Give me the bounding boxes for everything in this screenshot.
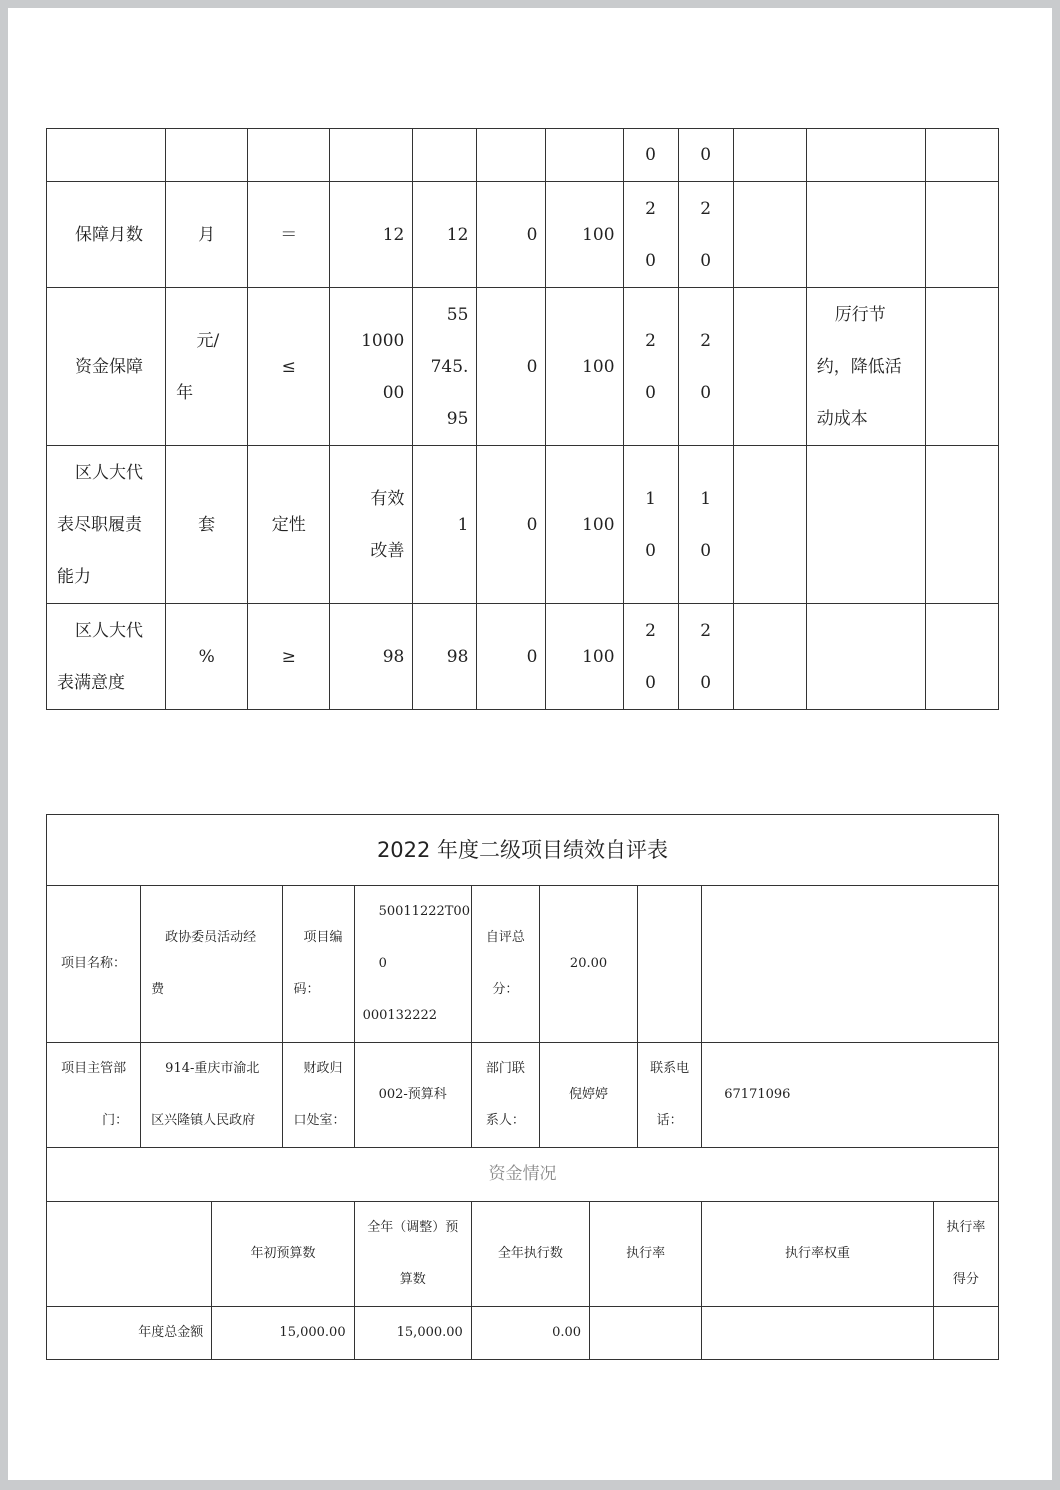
score-line: 0 xyxy=(700,540,712,561)
remark-cell xyxy=(925,182,998,288)
contact-label: 部门联 系人： xyxy=(471,1043,539,1148)
total-adjusted-value: 15,000.00 xyxy=(354,1307,471,1360)
improvement-measure-cell xyxy=(806,129,925,182)
operator-cell: ≥ xyxy=(248,604,330,710)
finance-office-label: 财政归 口处室： xyxy=(283,1043,354,1148)
project-self-evaluation-table xyxy=(46,814,999,1360)
improvement-measure-line: 动成本 xyxy=(816,408,868,429)
total-weight-value xyxy=(702,1307,933,1360)
weight-line: 1 xyxy=(645,488,656,509)
department-info-row xyxy=(47,1043,999,1148)
unit-cell xyxy=(166,129,248,182)
indicator-name-cell xyxy=(47,129,166,182)
phone-value: 67171096 xyxy=(702,1043,999,1148)
weight-line: 0 xyxy=(645,250,656,271)
remark-cell xyxy=(925,446,998,604)
indicator-name-cell xyxy=(47,604,166,710)
deviation-cell: 0 xyxy=(477,182,546,288)
weight-cell xyxy=(623,288,678,446)
remark-cell xyxy=(925,129,998,182)
improvement-measure-cell xyxy=(806,446,925,604)
deviation-cell: 0 xyxy=(477,446,546,604)
indicator-name-line: 表尽职履责 xyxy=(57,514,142,535)
score-cell xyxy=(678,129,733,182)
total-executed-value: 0.00 xyxy=(471,1307,589,1360)
weight-line: 2 xyxy=(645,198,656,219)
unit-cell: % xyxy=(166,604,248,710)
completion-rate-cell: 100 xyxy=(546,604,623,710)
initial-budget-header: 年初预算数 xyxy=(212,1202,354,1307)
total-rate-value xyxy=(590,1307,702,1360)
indicator-name-cell: 保障月数 xyxy=(47,182,166,288)
finance-office-value: 002-预算科 xyxy=(354,1043,471,1148)
rate-score-header: 执行率 得分 xyxy=(933,1202,998,1307)
completion-rate-cell: 100 xyxy=(546,446,623,604)
deviation-reason-cell xyxy=(733,604,806,710)
indicator-name-line: 能力 xyxy=(57,566,91,587)
weight-cell xyxy=(623,129,678,182)
weight-line: 2 xyxy=(645,330,656,351)
deviation-reason-cell xyxy=(733,446,806,604)
empty-header-cell xyxy=(47,1202,212,1307)
actual-value-cell xyxy=(413,129,477,182)
eval-title-row xyxy=(47,815,999,886)
improvement-measure-line: 约，降低活 xyxy=(816,356,902,377)
project-code-value: 50011222T000 000132222 xyxy=(354,886,471,1043)
score-cell xyxy=(678,288,733,446)
deviation-reason-cell xyxy=(733,182,806,288)
target-value-line: 有效 xyxy=(370,488,405,509)
score-line: 2 xyxy=(700,620,712,641)
actual-value-cell: 12 xyxy=(413,182,477,288)
total-initial-value: 15,000.00 xyxy=(212,1307,354,1360)
indicator-name-line: 表满意度 xyxy=(57,672,125,693)
score-line: 2 xyxy=(700,198,712,219)
deviation-reason-cell xyxy=(733,288,806,446)
score-cell xyxy=(678,182,733,288)
indicator-row xyxy=(47,604,999,710)
actual-value-line: 55 xyxy=(446,304,469,325)
weight-cell xyxy=(623,604,678,710)
deviation-cell: 0 xyxy=(477,288,546,446)
project-info-row xyxy=(47,886,999,1043)
deviation-cell xyxy=(477,129,546,182)
remark-cell xyxy=(925,604,998,710)
completion-rate-cell: 100 xyxy=(546,182,623,288)
target-value-line: 00 xyxy=(382,382,405,403)
unit-cell xyxy=(166,288,248,446)
actual-value-line: 95 xyxy=(446,408,469,429)
target-value-cell: 12 xyxy=(330,182,413,288)
score-cell xyxy=(678,446,733,604)
department-label: 项目主管部 门： xyxy=(47,1043,141,1148)
completion-rate-cell xyxy=(546,129,623,182)
funding-section-row xyxy=(47,1148,999,1202)
indicator-row xyxy=(47,129,999,182)
operator-cell: ＝ xyxy=(248,182,330,288)
score-line: 0 xyxy=(700,672,712,693)
indicator-name-cell xyxy=(47,446,166,604)
actual-value-cell: 1 xyxy=(413,446,477,604)
funding-header-row xyxy=(47,1202,999,1307)
empty-cell xyxy=(638,886,702,1043)
unit-cell: 套 xyxy=(166,446,248,604)
actual-value-cell xyxy=(413,288,477,446)
improvement-measure-line: 厉行节 xyxy=(834,304,886,325)
weight-line: 0 xyxy=(645,540,656,561)
deviation-cell: 0 xyxy=(477,604,546,710)
completion-rate-cell: 100 xyxy=(546,288,623,446)
weight-line: 0 xyxy=(645,145,656,165)
unit-line: 年 xyxy=(176,382,194,403)
unit-cell: 月 xyxy=(166,182,248,288)
improvement-measure-cell xyxy=(806,288,925,446)
target-value-line: 1000 xyxy=(361,330,405,351)
target-value-cell xyxy=(330,288,413,446)
improvement-measure-cell xyxy=(806,182,925,288)
remark-cell xyxy=(925,288,998,446)
score-line: 2 xyxy=(700,330,712,351)
weight-line: 0 xyxy=(645,672,656,693)
target-value-cell xyxy=(330,129,413,182)
indicator-row xyxy=(47,288,999,446)
weight-line: 2 xyxy=(645,620,656,641)
improvement-measure-cell xyxy=(806,604,925,710)
operator-cell xyxy=(248,129,330,182)
contact-value: 倪婷婷 xyxy=(539,1043,637,1148)
project-code-label: 项目编 码： xyxy=(283,886,354,1043)
actual-value-line: 745. xyxy=(430,356,469,377)
deviation-reason-cell xyxy=(733,129,806,182)
operator-cell: ≤ xyxy=(248,288,330,446)
indicator-row xyxy=(47,446,999,604)
funding-section-title: 资金情况 xyxy=(47,1148,999,1202)
project-name-value: 政协委员活动经 费 xyxy=(141,886,283,1043)
phone-label: 联系电 话： xyxy=(638,1043,702,1148)
indicator-name-line: 区人大代 xyxy=(75,620,143,641)
adjusted-budget-header: 全年（调整）预 算数 xyxy=(354,1202,471,1307)
performance-indicator-table xyxy=(46,128,999,710)
eval-table-title: 2022 年度二级项目绩效自评表 xyxy=(47,815,999,886)
executed-header: 全年执行数 xyxy=(471,1202,589,1307)
score-line: 0 xyxy=(700,382,712,403)
project-name-label: 项目名称： xyxy=(47,886,141,1043)
weight-cell xyxy=(623,182,678,288)
self-score-value: 20.00 xyxy=(539,886,637,1043)
total-score-value xyxy=(933,1307,998,1360)
unit-line: 元/ xyxy=(196,330,220,351)
rate-weight-header: 执行率权重 xyxy=(702,1202,933,1307)
target-value-cell xyxy=(330,446,413,604)
target-value-line: 改善 xyxy=(370,540,405,561)
empty-cell xyxy=(702,886,999,1043)
score-line: 0 xyxy=(700,250,712,271)
score-cell xyxy=(678,604,733,710)
indicator-name-line: 区人大代 xyxy=(75,462,143,483)
operator-cell: 定性 xyxy=(248,446,330,604)
self-score-label: 自评总 分： xyxy=(471,886,539,1043)
score-line: 1 xyxy=(700,488,712,509)
total-amount-label: 年度总金额 xyxy=(47,1307,212,1360)
indicator-name-cell: 资金保障 xyxy=(47,288,166,446)
weight-line: 0 xyxy=(645,382,656,403)
indicator-row xyxy=(47,182,999,288)
score-line: 0 xyxy=(700,145,712,165)
actual-value-cell: 98 xyxy=(413,604,477,710)
target-value-cell: 98 xyxy=(330,604,413,710)
weight-cell xyxy=(623,446,678,604)
execution-rate-header: 执行率 xyxy=(590,1202,702,1307)
department-value: 914-重庆市渝北 区兴隆镇人民政府 xyxy=(141,1043,283,1148)
funding-total-row xyxy=(47,1307,999,1360)
